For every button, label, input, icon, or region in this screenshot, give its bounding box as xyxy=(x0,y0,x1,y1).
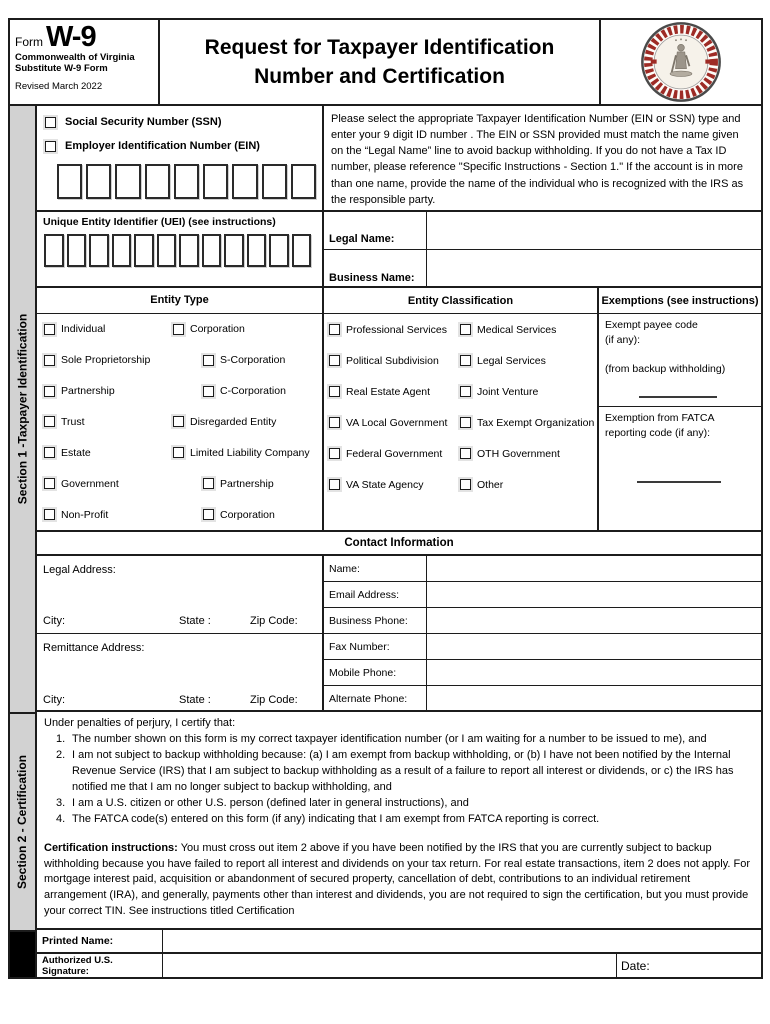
entity-type-llc-partnership[interactable] xyxy=(173,478,322,490)
checkbox-icon[interactable] xyxy=(44,509,55,520)
tin-digit-boxes xyxy=(45,164,316,199)
section-sidebar xyxy=(10,106,37,977)
option-label: Estate xyxy=(61,446,91,459)
remittance-address-label: Remittance Address: xyxy=(43,642,145,654)
contact-name-input[interactable] xyxy=(427,556,761,581)
business-name-label: Business Name: xyxy=(324,250,427,288)
uei-boxes xyxy=(37,234,322,267)
option-label: Professional Services xyxy=(346,323,447,336)
contact-fax-label: Fax Number: xyxy=(324,634,427,659)
contact-mobile-phone-input[interactable] xyxy=(427,660,761,685)
option-label: Disregarded Entity xyxy=(190,415,277,428)
contact-alternate-phone-label: Alternate Phone: xyxy=(324,686,427,712)
option-label: Medical Services xyxy=(477,323,557,336)
checkbox-icon[interactable] xyxy=(460,355,471,366)
option-label: Political Subdivision xyxy=(346,354,439,367)
option-label: Government xyxy=(61,477,119,490)
classification-medical-services[interactable] xyxy=(460,324,597,336)
option-label: Limited Liability Company xyxy=(190,446,310,459)
state-label: State : xyxy=(179,615,211,627)
certification-instructions-label: Certification instructions: xyxy=(44,841,178,854)
checkbox-icon[interactable] xyxy=(44,386,55,397)
seal-cell xyxy=(601,20,761,104)
city-label: City: xyxy=(43,615,65,627)
section1-label: Section 1 -Taxpayer Identification xyxy=(15,313,30,505)
zip-label: Zip Code: xyxy=(250,694,298,706)
fatca-code-input-line[interactable] xyxy=(637,481,721,483)
classification-tax-exempt-organization[interactable] xyxy=(460,417,597,429)
contact-business-phone-label: Business Phone: xyxy=(324,608,427,633)
uei-box[interactable] xyxy=(67,234,87,267)
certification-item-4 xyxy=(44,812,752,828)
authorized-signature-label: Authorized U.S. Signature: xyxy=(37,954,163,977)
fatca-text: Exemption from FATCA reporting code (if any): xyxy=(605,412,714,440)
option-label: Trust xyxy=(61,415,85,428)
entity-type-llc-corporation[interactable] xyxy=(173,509,322,521)
checkbox-icon[interactable] xyxy=(329,324,340,335)
tin-digit-box[interactable] xyxy=(115,164,140,199)
printed-name-label: Printed Name: xyxy=(37,930,163,952)
fatca-exemption-block xyxy=(599,407,761,530)
tin-digit-box[interactable] xyxy=(262,164,287,199)
contact-fields-block xyxy=(324,556,761,710)
checkbox-icon[interactable] xyxy=(329,448,340,459)
form-title-line-1: Request for Taxpayer Identification xyxy=(204,35,555,59)
classification-professional-services[interactable] xyxy=(324,324,460,336)
ein-option[interactable] xyxy=(45,140,316,152)
certification-instructions-text: You must cross out item 2 above if you have been notified by the IRS that you are currently subject to backup withholding because you have failed to report all interest and dividends on your tax return. For real estate transactions, item 2 does not apply. For mortgage interest paid, acquisition or abandonment of secured property, cancellation of debt, contributions to an individual retirement arrangement (IRA), and generally, payments other than interest and dividends, you are not required to sign the certification, but you must provide your correct TIN. See instructions titled Certification xyxy=(44,841,751,918)
address-block xyxy=(37,556,324,710)
option-label: C-Corporation xyxy=(220,385,286,398)
business-name-input[interactable] xyxy=(427,250,761,288)
legal-name-label: Legal Name: xyxy=(324,212,427,249)
entity-type-individual[interactable] xyxy=(37,323,173,335)
tin-digit-box[interactable] xyxy=(174,164,199,199)
item-text: The FATCA code(s) entered on this form (if any) indicating that I am exempt from FATCA reporting is correct. xyxy=(72,812,600,825)
uei-box[interactable] xyxy=(157,234,177,267)
section1-sidebar xyxy=(10,106,35,712)
uei-block xyxy=(37,212,324,286)
checkbox-icon[interactable] xyxy=(329,355,340,366)
entity-classification-column xyxy=(324,288,599,530)
item-number: 3. xyxy=(56,796,66,809)
uei-box[interactable] xyxy=(112,234,132,267)
classification-real-estate-agent[interactable] xyxy=(324,386,460,398)
revision-date: Revised March 2022 xyxy=(15,80,103,92)
entity-type-trust[interactable] xyxy=(37,416,173,428)
checkbox-icon[interactable] xyxy=(460,386,471,397)
contact-name-label: Name: xyxy=(324,556,427,581)
item-text: The number shown on this form is my correct taxpayer identification number (or I am waiting for a number to be issued to me), and xyxy=(72,732,707,745)
certification-item-1 xyxy=(44,732,752,748)
checkbox-icon[interactable] xyxy=(44,355,55,366)
form-id-block xyxy=(10,20,160,104)
checkbox-icon[interactable] xyxy=(329,386,340,397)
uei-box[interactable] xyxy=(224,234,244,267)
certification-intro: Under penalties of perjury, I certify that: xyxy=(44,717,236,729)
exempt-payee-note: (from backup withholding) xyxy=(605,363,726,376)
checkbox-icon[interactable] xyxy=(329,479,340,490)
entity-type-estate[interactable] xyxy=(37,447,173,459)
checkbox-icon[interactable] xyxy=(44,324,55,335)
item-text: I am a U.S. citizen or other U.S. person (defined later in general instructions), and xyxy=(72,796,469,809)
checkbox-icon[interactable] xyxy=(203,509,214,520)
item-number: 4. xyxy=(56,812,66,825)
option-label: Tax Exempt Organization xyxy=(477,416,595,429)
printed-name-input[interactable] xyxy=(163,930,761,952)
checkbox-icon[interactable] xyxy=(460,417,471,428)
exempt-payee-line2: (if any): xyxy=(605,334,641,347)
classification-other[interactable] xyxy=(460,479,597,491)
option-label: OTH Government xyxy=(477,447,560,460)
authorized-signature-input[interactable] xyxy=(163,954,616,977)
form-number: W-9 xyxy=(46,21,96,53)
classification-federal-government[interactable] xyxy=(324,448,460,460)
ssn-label: Social Security Number (SSN) xyxy=(65,116,222,128)
form-word: Form xyxy=(15,35,43,49)
item-text: I am not subject to backup withholding because: (a) I am exempt from backup withholding, or (b) I have not been notified by the Internal Revenue Service (IRS) that I am subject to backup withholding as a result of a failure to report all interest or dividends, or c) the IRS has notified me that I am no longer subject to backup withholding, and xyxy=(72,748,734,793)
classification-oth-government[interactable] xyxy=(460,448,597,460)
tin-digit-box[interactable] xyxy=(291,164,316,199)
classification-va-local-government[interactable] xyxy=(324,417,460,429)
ein-label: Employer Identification Number (EIN) xyxy=(65,140,260,152)
zip-label: Zip Code: xyxy=(250,615,298,627)
checkbox-icon[interactable] xyxy=(173,324,184,335)
checkbox-icon[interactable] xyxy=(203,386,214,397)
entity-type-s-corporation[interactable] xyxy=(173,354,322,366)
classification-political-subdivision[interactable] xyxy=(324,355,460,367)
option-label: Individual xyxy=(61,323,106,336)
tin-type-block xyxy=(37,106,324,210)
date-cell[interactable] xyxy=(616,954,761,977)
exemptions-header: Exemptions (see instructions) xyxy=(599,288,761,314)
ssn-option[interactable] xyxy=(45,116,316,128)
exempt-payee-line1: Exempt payee code xyxy=(605,319,698,331)
form-title-line-2: Number and Certification xyxy=(254,65,505,88)
option-label: Joint Venture xyxy=(477,385,539,398)
checkbox-icon[interactable] xyxy=(203,478,214,489)
section2-sidebar xyxy=(10,712,35,930)
option-label: Legal Services xyxy=(477,354,546,367)
city-label: City: xyxy=(43,694,65,706)
option-label: Non-Profit xyxy=(61,508,109,521)
contact-business-phone-input[interactable] xyxy=(427,608,761,633)
option-label: Corporation xyxy=(220,508,275,521)
checkbox-icon[interactable] xyxy=(173,416,184,427)
checkbox-icon[interactable] xyxy=(329,417,340,428)
uei-box[interactable] xyxy=(89,234,109,267)
entity-type-government[interactable] xyxy=(37,478,173,490)
certification-block xyxy=(37,712,761,930)
option-label: VA Local Government xyxy=(346,416,448,429)
name-block xyxy=(324,212,761,286)
uei-box[interactable] xyxy=(269,234,289,267)
checkbox-icon[interactable] xyxy=(173,447,184,458)
certification-item-3 xyxy=(44,796,752,812)
ein-checkbox[interactable] xyxy=(45,141,56,152)
entity-type-non-profit[interactable] xyxy=(37,509,173,521)
form-title xyxy=(160,20,601,104)
uei-box[interactable] xyxy=(134,234,154,267)
w9-form xyxy=(8,18,763,979)
option-label: Federal Government xyxy=(346,447,443,460)
entity-type-c-corporation[interactable] xyxy=(173,385,322,397)
uei-box[interactable] xyxy=(247,234,267,267)
checkbox-icon[interactable] xyxy=(44,416,55,427)
checkbox-icon[interactable] xyxy=(203,355,214,366)
sidebar-black-block xyxy=(10,930,35,977)
contact-email-input[interactable] xyxy=(427,582,761,607)
legal-address-label: Legal Address: xyxy=(43,564,116,576)
form-header xyxy=(10,20,761,106)
entity-type-column xyxy=(37,288,324,530)
section2-label: Section 2 - Certification xyxy=(15,754,30,890)
tin-digit-box[interactable] xyxy=(57,164,82,199)
entity-type-corporation[interactable] xyxy=(173,323,322,335)
state-label: State : xyxy=(179,694,211,706)
contact-fax-input[interactable] xyxy=(427,634,761,659)
uei-label: Unique Entity Identifier (UEI) (see instructions) xyxy=(43,216,276,228)
option-label: Other xyxy=(477,478,504,491)
option-label: Real Estate Agent xyxy=(346,385,431,398)
uei-box[interactable] xyxy=(202,234,222,267)
tin-digit-box[interactable] xyxy=(86,164,111,199)
entity-classification-header: Entity Classification xyxy=(324,288,597,314)
exempt-payee-code-block xyxy=(599,314,761,407)
item-number: 1. xyxy=(56,732,66,745)
tin-instructions: Please select the appropriate Taxpayer Identification Number (EIN or SSN) type and enter your 9 digit ID number . The EIN or SSN provided must match the name given on the “Legal Name” line to avoid backup withholding. If you do not have a Tax ID number, please reference "Specific Instructions - Section 1." If the account is in more than one name, provide the name of the individual who is recognized with the IRS as the responsible party. xyxy=(331,113,744,206)
option-label: Corporation xyxy=(190,323,245,336)
option-label: S-Corporation xyxy=(220,354,286,367)
option-label: VA State Agency xyxy=(346,478,424,491)
org-line-1: Commonwealth of Virginia xyxy=(15,52,135,63)
legal-name-input[interactable] xyxy=(427,212,761,249)
classification-legal-services[interactable] xyxy=(460,355,597,367)
legal-address-box[interactable] xyxy=(37,556,322,634)
exempt-payee-code-input-line[interactable] xyxy=(639,396,717,398)
exemptions-column xyxy=(599,288,761,530)
entity-type-partnership[interactable] xyxy=(37,385,173,397)
remittance-address-box[interactable] xyxy=(37,634,322,712)
checkbox-icon[interactable] xyxy=(460,448,471,459)
uei-box[interactable] xyxy=(44,234,64,267)
contact-alternate-phone-input[interactable] xyxy=(427,686,761,712)
classification-joint-venture[interactable] xyxy=(460,386,597,398)
option-label: Partnership xyxy=(220,477,274,490)
contact-mobile-phone-label: Mobile Phone: xyxy=(324,660,427,685)
tin-digit-box[interactable] xyxy=(203,164,228,199)
uei-box[interactable] xyxy=(179,234,199,267)
contact-information-header: Contact Information xyxy=(37,532,761,556)
uei-box[interactable] xyxy=(292,234,312,267)
org-line-2: Substitute W-9 Form xyxy=(15,63,108,75)
checkbox-icon[interactable] xyxy=(460,479,471,490)
entity-type-sole-proprietorship[interactable] xyxy=(37,354,173,366)
date-label: Date: xyxy=(621,958,650,973)
option-label: Partnership xyxy=(61,385,115,398)
tin-digit-box[interactable] xyxy=(232,164,257,199)
virginia-state-seal-icon xyxy=(639,20,723,104)
certification-instructions xyxy=(44,841,752,921)
option-label: Sole Proprietorship xyxy=(61,354,151,367)
checkbox-icon[interactable] xyxy=(460,324,471,335)
classification-va-state-agency[interactable] xyxy=(324,479,460,491)
tin-digit-box[interactable] xyxy=(145,164,170,199)
ssn-checkbox[interactable] xyxy=(45,117,56,128)
entity-type-disregarded-entity[interactable] xyxy=(173,416,322,428)
entity-type-header: Entity Type xyxy=(37,288,322,314)
checkbox-icon[interactable] xyxy=(44,478,55,489)
entity-type-llc[interactable] xyxy=(173,447,322,459)
checkbox-icon[interactable] xyxy=(44,447,55,458)
item-number: 2. xyxy=(56,748,66,761)
certification-item-2 xyxy=(44,748,752,796)
contact-email-label: Email Address: xyxy=(324,582,427,607)
